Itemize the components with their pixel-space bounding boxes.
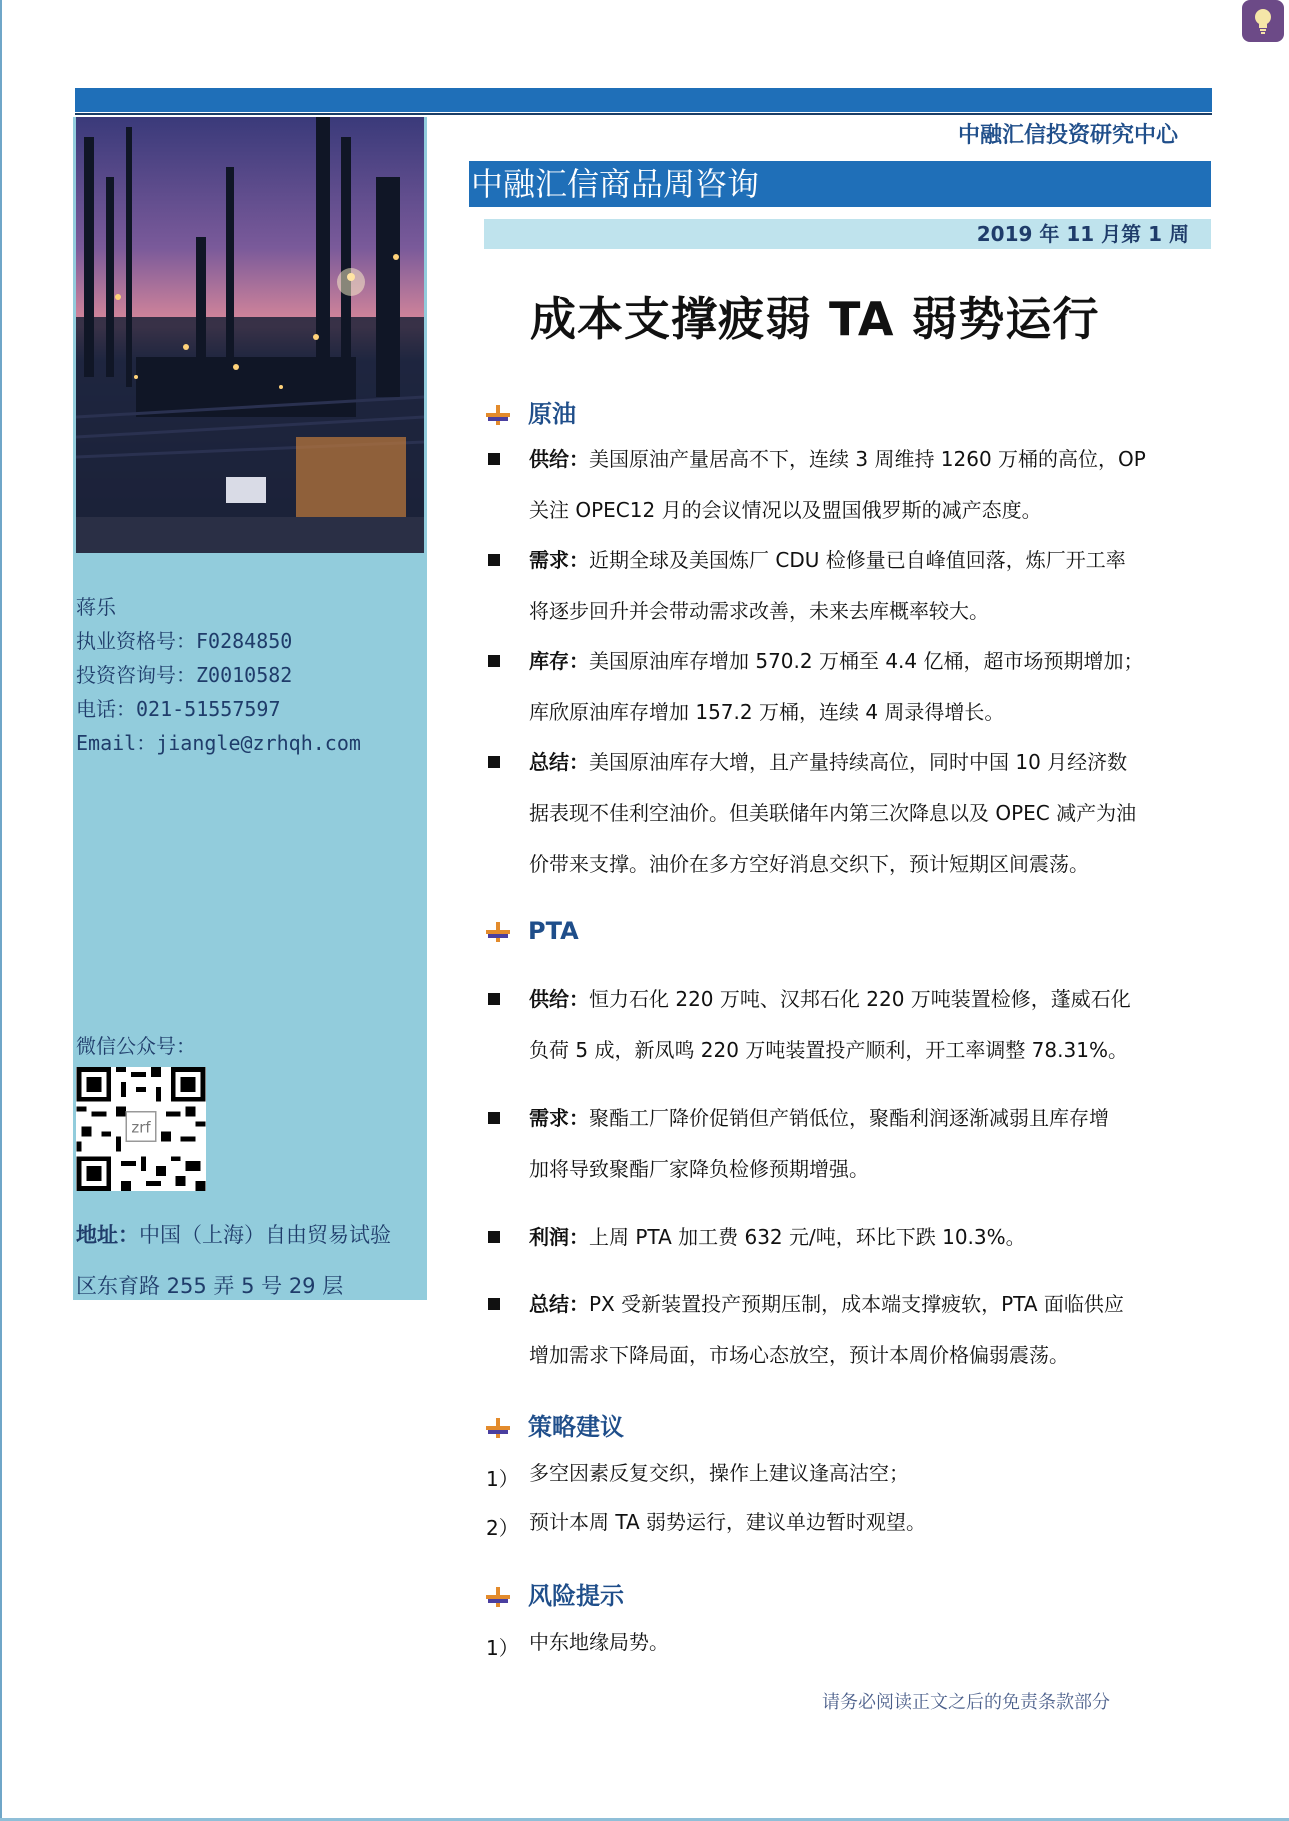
office-address xyxy=(76,1210,426,1312)
bullet-square xyxy=(488,554,500,566)
item-line: 恒力石化 220 万吨、汉邦石化 220 万吨装置检修，蓬威石化 xyxy=(589,987,1131,1011)
section-heading-risk xyxy=(484,1576,624,1611)
item-line: 将逐步回升并会带动需求改善，未来去库概率较大。 xyxy=(529,599,989,623)
address-label: 地址： xyxy=(76,1223,139,1247)
item-label: 总结： xyxy=(529,1292,589,1316)
bullet-square xyxy=(488,655,500,667)
item-label: 库存： xyxy=(529,649,589,673)
page-left-border xyxy=(0,0,2,1821)
item-line: 聚酯工厂降价促销但产销低位，聚酯利润逐渐减弱且库存增 xyxy=(589,1106,1109,1130)
item-line: 近期全球及美国炼厂 CDU 检修量已自峰值回落，炼厂开工率 xyxy=(589,548,1126,572)
item-line: PX 受新装置投产预期压制，成本端支撑疲软，PTA 面临供应 xyxy=(589,1292,1124,1316)
pta-supply xyxy=(529,974,1197,1076)
qr-code-icon xyxy=(76,1067,206,1191)
list-number: 2） xyxy=(486,1516,519,1540)
crude-supply xyxy=(529,434,1197,536)
section-marker-icon xyxy=(484,1585,512,1609)
item-line: 关注 OPEC12 月的会议情况以及盟国俄罗斯的减产态度。 xyxy=(529,498,1042,522)
bullet-square xyxy=(488,1231,500,1243)
heading-text: PTA xyxy=(528,917,579,945)
item-line: 增加需求下降局面，市场心态放空，预计本周价格偏弱震荡。 xyxy=(529,1343,1069,1367)
issue-date: 2019 年 11 月第 1 周 xyxy=(484,219,1211,249)
pta-demand xyxy=(529,1093,1197,1195)
item-line: 上周 PTA 加工费 632 元/吨，环比下跌 10.3%。 xyxy=(589,1225,1026,1249)
author-info xyxy=(76,590,361,760)
item-label: 利润： xyxy=(529,1225,589,1249)
header-rule xyxy=(75,113,1212,115)
list-number: 1） xyxy=(486,1636,519,1660)
crude-inventory xyxy=(529,636,1197,738)
section-heading-pta xyxy=(484,917,579,945)
item-line: 库欣原油库存增加 157.2 万桶，连续 4 周录得增长。 xyxy=(529,700,1005,724)
section-marker-icon xyxy=(484,920,512,944)
item-label: 总结： xyxy=(529,750,589,774)
phone-number: 电话：021-51557597 xyxy=(76,697,281,721)
item-line: 美国原油库存增加 570.2 万桶至 4.4 亿桶，超市场预期增加； xyxy=(589,649,1144,673)
section-heading-crude xyxy=(484,394,576,429)
item-label: 需求： xyxy=(529,548,589,572)
section-marker-icon xyxy=(484,403,512,427)
item-line: 加将导致聚酯厂家降负检修预期增强。 xyxy=(529,1157,869,1181)
item-line: 价带来支撑。油价在多方空好消息交织下，预计短期区间震荡。 xyxy=(529,852,1089,876)
svg-text:zrf: zrf xyxy=(131,1118,151,1137)
item-line: 美国原油产量居高不下，连续 3 周维持 1260 万桶的高位，OP xyxy=(589,447,1146,471)
wechat-label: 微信公众号： xyxy=(76,1034,196,1058)
header-bar xyxy=(75,88,1212,112)
bullet-square xyxy=(488,756,500,768)
bullet-square xyxy=(488,1298,500,1310)
disclaimer-note: 请务必阅读正文之后的免责条款部分 xyxy=(822,1692,1110,1713)
list-number: 1） xyxy=(486,1467,519,1491)
address-line-2: 区东育路 255 弄 5 号 29 层 xyxy=(76,1274,344,1298)
strategy-item: 多空因素反复交织，操作上建议逢高沽空； xyxy=(529,1461,909,1485)
heading-text: 风险提示 xyxy=(528,1582,624,1610)
research-center-name: 中融汇信投资研究中心 xyxy=(957,123,1178,148)
item-label: 需求： xyxy=(529,1106,589,1130)
crude-summary xyxy=(529,737,1197,890)
bullet-square xyxy=(488,453,500,465)
item-line: 美国原油库存大增，且产量持续高位，同时中国 10 月经济数 xyxy=(589,750,1128,774)
address-line-1: 中国（上海）自由贸易试验 xyxy=(139,1223,391,1247)
risk-item: 中东地缘局势。 xyxy=(529,1630,669,1654)
item-label: 供给： xyxy=(529,987,589,1011)
author-name: 蒋乐 xyxy=(76,595,116,619)
section-marker-icon xyxy=(484,1416,512,1440)
heading-text: 原油 xyxy=(528,400,576,428)
bullet-square xyxy=(488,1112,500,1124)
brand-title-bar: 中融汇信商品周咨询 xyxy=(469,161,1211,207)
bullet-square xyxy=(488,993,500,1005)
advisor-number: 投资咨询号：Z0010582 xyxy=(76,663,293,687)
item-line: 负荷 5 成，新凤鸣 220 万吨装置投产顺利，开工率调整 78.31%。 xyxy=(529,1038,1128,1062)
pta-profit xyxy=(529,1212,1197,1263)
strategy-item: 预计本周 TA 弱势运行，建议单边暂时观望。 xyxy=(529,1510,927,1534)
license-number: 执业资格号：F0284850 xyxy=(76,629,293,653)
item-label: 供给： xyxy=(529,447,589,471)
pta-summary xyxy=(529,1279,1197,1381)
heading-text: 策略建议 xyxy=(528,1413,624,1441)
report-title: 成本支撑疲弱 TA 弱势运行 xyxy=(530,292,1100,346)
email-address[interactable]: Email：jiangle@zrhqh.com xyxy=(76,731,361,755)
crude-demand xyxy=(529,535,1197,637)
lightbulb-icon[interactable] xyxy=(1242,0,1284,42)
refinery-photo xyxy=(76,117,424,553)
item-line: 据表现不佳利空油价。但美联储年内第三次降息以及 OPEC 减产为油 xyxy=(529,801,1137,825)
section-heading-strategy xyxy=(484,1407,624,1442)
